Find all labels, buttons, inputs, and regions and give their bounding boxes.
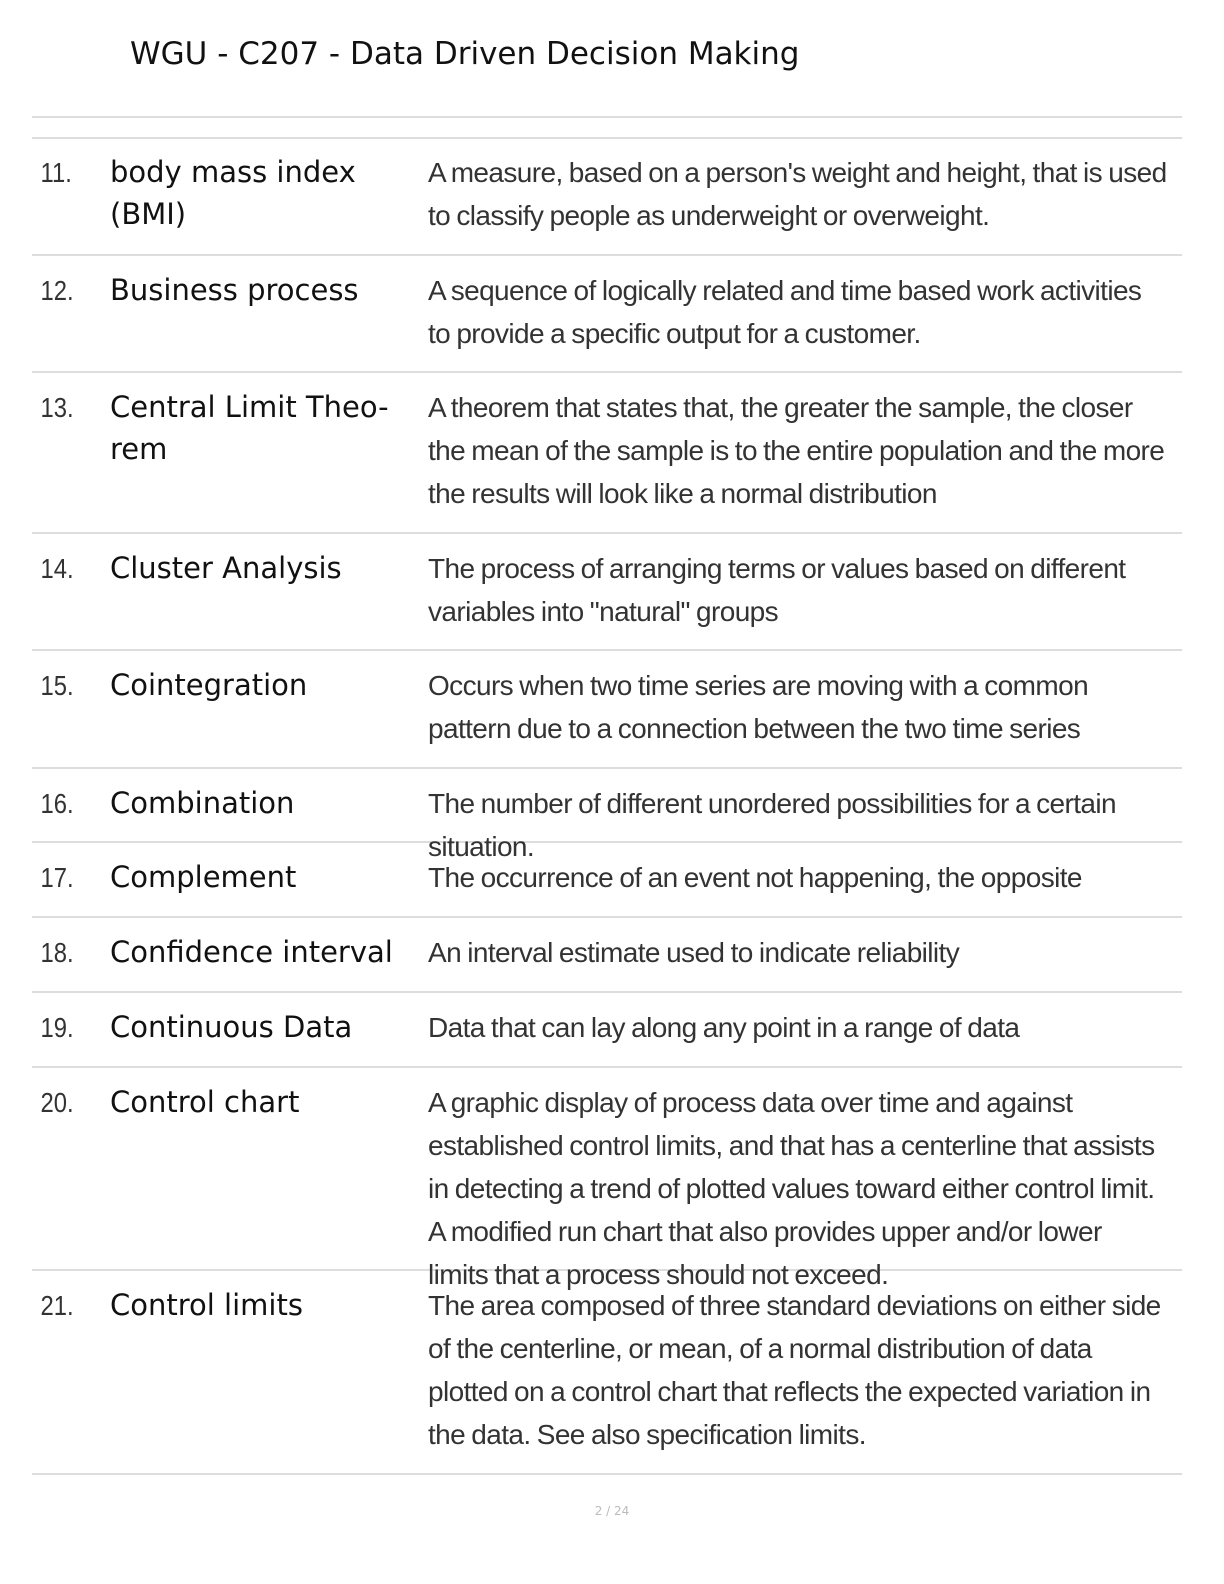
term-number: 12. bbox=[40, 275, 74, 306]
term-number: 19. bbox=[40, 1012, 74, 1043]
term-definition: The number of different unordered possibilities for a certain situation. bbox=[428, 788, 1116, 862]
term-definition: The occurrence of an event not happening, the opposite bbox=[428, 862, 1082, 893]
glossary-row bbox=[32, 993, 1182, 1068]
term-name: Complement bbox=[110, 860, 297, 894]
term-name: Combination bbox=[110, 786, 295, 820]
term-name: Confidence interval bbox=[110, 935, 393, 969]
term-number: 14. bbox=[40, 553, 74, 584]
term-number: 20. bbox=[40, 1087, 74, 1118]
term-definition: A measure, based on a person's weight and height, that is used to classify people as underweight or overweight. bbox=[428, 157, 1167, 231]
term-number: 13. bbox=[40, 392, 74, 423]
term-definition: A sequence of logically related and time based work activities to provide a specific output for a customer. bbox=[428, 275, 1142, 349]
header-divider bbox=[32, 116, 1182, 118]
glossary-row bbox=[32, 918, 1182, 993]
glossary-row bbox=[32, 138, 1182, 256]
term-number: 16. bbox=[40, 788, 74, 819]
term-definition: A graphic display of process data over time and against established control limits, and that has a centerline that assists in detecting a trend of plotted values toward either control limit. A modified run chart that also provides upper and/or lower limits that a process should not exceed. bbox=[428, 1087, 1155, 1290]
term-name: body mass index (BMI) bbox=[110, 155, 356, 231]
glossary-row bbox=[32, 256, 1182, 373]
page-number: 2 / 24 bbox=[594, 1504, 630, 1518]
term-number: 21. bbox=[40, 1290, 74, 1321]
term-name: Central Limit Theo-rem bbox=[110, 390, 389, 466]
term-definition: Data that can lay along any point in a range of data bbox=[428, 1012, 1020, 1043]
term-name: Control chart bbox=[110, 1085, 300, 1119]
term-name: Cluster Analysis bbox=[110, 551, 342, 585]
term-name: Continuous Data bbox=[110, 1010, 353, 1044]
term-definition: Occurs when two time series are moving with a common pattern due to a connection between the two time series bbox=[428, 670, 1089, 744]
glossary-row bbox=[32, 769, 1182, 862]
term-name: Business process bbox=[110, 273, 359, 307]
glossary-row bbox=[32, 651, 1182, 769]
document-title: WGU - C207 - Data Driven Decision Making bbox=[130, 36, 800, 72]
term-number: 18. bbox=[40, 937, 74, 968]
glossary-row bbox=[32, 1068, 1182, 1290]
glossary-row bbox=[32, 373, 1182, 534]
term-definition: An interval estimate used to indicate reliability bbox=[428, 937, 960, 968]
term-name: Control limits bbox=[110, 1288, 303, 1322]
term-definition: A theorem that states that, the greater the sample, the closer the mean of the sample is to the entire population and the more the results will look like a normal distribution bbox=[428, 392, 1165, 509]
glossary-row bbox=[32, 1271, 1182, 1475]
term-definition: The area composed of three standard deviations on either side of the centerline, or mean, of a normal distribution of data plotted on a control chart that reflects the expected variation in the data. See also specification limits. bbox=[428, 1290, 1161, 1450]
term-number: 15. bbox=[40, 670, 74, 701]
term-name: Cointegration bbox=[110, 668, 308, 702]
term-definition: The process of arranging terms or values based on different variables into "natural" groups bbox=[428, 553, 1126, 627]
term-number: 17. bbox=[40, 862, 74, 893]
glossary-table bbox=[32, 138, 1182, 1475]
term-number: 11. bbox=[40, 157, 72, 188]
glossary-row bbox=[32, 534, 1182, 651]
